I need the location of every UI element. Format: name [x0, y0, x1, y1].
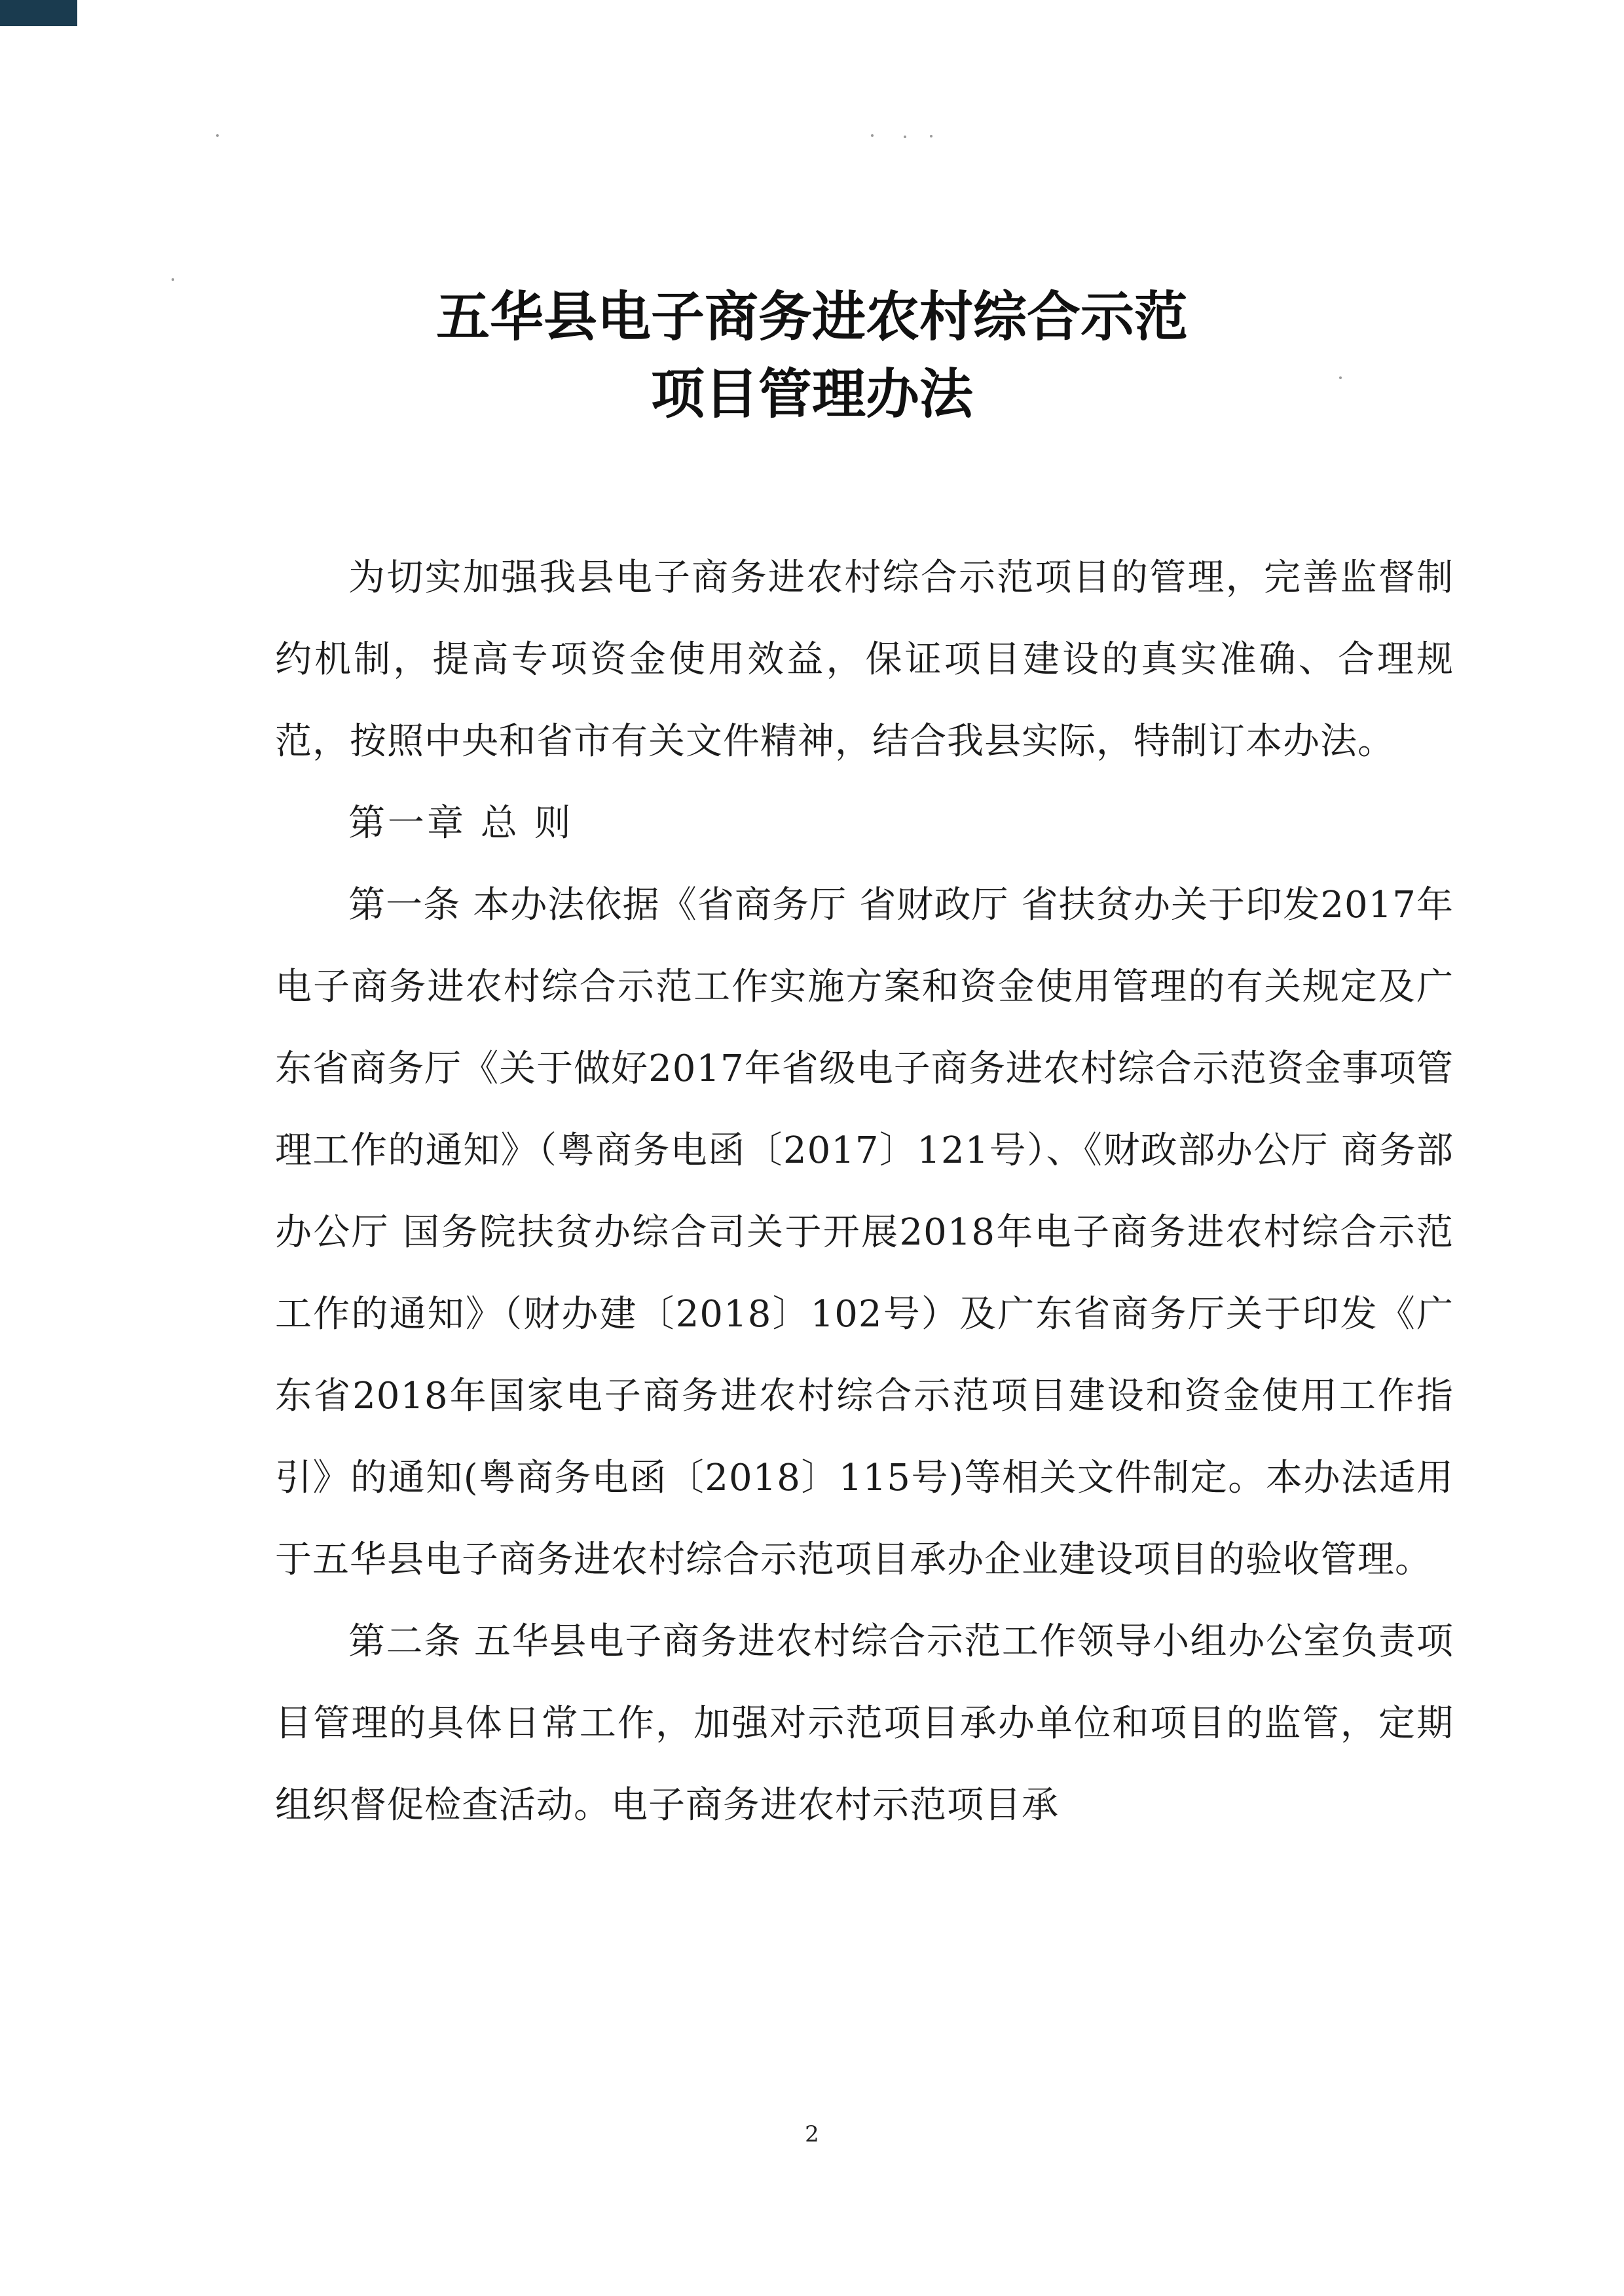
article-1-paragraph: 第一条 本办法依据《省商务厅 省财政厅 省扶贫办关于印发2017年电子商务进农村综合示范工作实施方案和资金使用管理的有关规定及广东省商务厅《关于做好2017年省级电子商务进农村综合示范资金事项管理工作的通知》（粤商务电函〔2017〕121号）、《财政部办公厅 商务部办公厅 国务院扶贫办综合司关于开展2018年电子商务进农村综合示范工作的通知》（财办建〔2018〕102号）及广东省商务厅关于印发《广东省2018年国家电子商务进农村综合示范项目建设和资金使用工作指引》的通知(粤商务电函〔2018〕115号)等相关文件制定。本办法适用于五华县电子商务进农村综合示范项目承办企业建设项目的验收管理。: [275, 884, 1454, 1581]
scan-speck: [930, 135, 932, 137]
scan-corner-mark: [0, 0, 77, 26]
chapter-heading: 第一章 总 则: [348, 802, 574, 845]
title-line-2: 项目管理办法: [650, 363, 973, 426]
page-number: 2: [805, 2121, 819, 2147]
scan-speck: [871, 134, 874, 137]
article-2-paragraph: 第二条 五华县电子商务进农村综合示范工作领导小组办公室负责项目管理的具体日常工作，加强对示范项目承办单位和项目的监管，定期组织督促检查活动。电子商务进农村示范项目承: [275, 1620, 1454, 1827]
preamble-paragraph: 为切实加强我县电子商务进农村综合示范项目的管理，完善监督制约机制，提高专项资金使用效益，保证项目建设的真实准确、合理规范，按照中央和省市有关文件精神，结合我县实际，特制订本办法。: [275, 556, 1454, 763]
document-body: [275, 537, 1454, 1846]
document-title: [0, 278, 1624, 433]
scan-speck: [216, 134, 219, 137]
title-line-1: 五华县电子商务进农村综合示范: [435, 285, 1188, 348]
scan-speck: [904, 136, 906, 138]
